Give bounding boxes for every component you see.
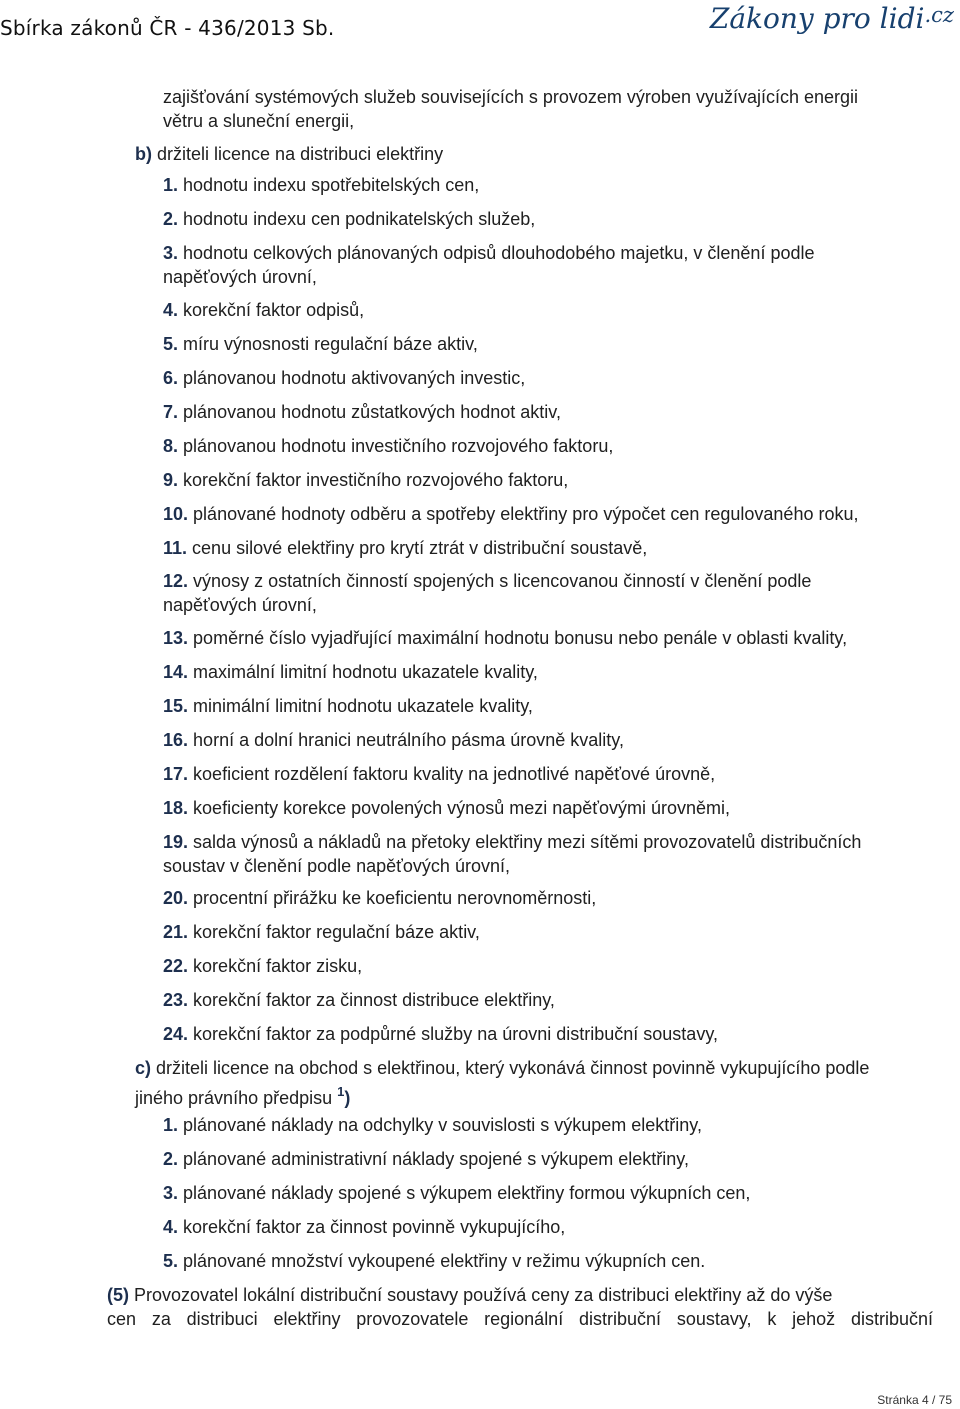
list-item [163,400,561,424]
paragraph-5-line: cen za distribuci elektřiny provozovatele regionální distribuční soustavy, k jehož distribuční [107,1309,933,1329]
item-text: minimální limitní hodnotu ukazatele kvality, [193,696,533,716]
continued-text-line: větru a sluneční energii, [163,111,355,131]
section-b-text: držiteli licence na distribuci elektřiny [157,144,444,164]
item-text: korekční faktor za činnost povinně vykupujícího, [183,1217,566,1237]
item-number: 2. [163,1149,179,1169]
document-title: Sbírka zákonů ČR - 436/2013 Sb. [0,16,335,40]
item-number: 3. [163,243,179,263]
list-item [163,762,715,786]
item-text: poměrné číslo vyjadřující maximální hodnotu bonusu nebo penále v oblasti kvality, [193,628,848,648]
list-item [163,468,568,492]
section-c-text: držiteli licence na obchod s elektřinou, který vykonává činnost povinně vykupujícího podle [156,1058,870,1078]
item-text: plánované administrativní náklady spojené s výkupem elektřiny, [183,1149,689,1169]
item-text: plánovanou hodnotu investičního rozvojového faktoru, [183,436,614,456]
item-number: 8. [163,436,179,456]
item-text: plánovanou hodnotu aktivovaných investic, [183,368,526,388]
item-text: plánované náklady spojené s výkupem elektřiny formou výkupních cen, [183,1183,751,1203]
item-number: 16. [163,730,189,750]
item-number: 10. [163,504,189,524]
item-text: koeficienty korekce povolených výnosů mezi napěťovými úrovněmi, [193,798,731,818]
item-text: plánované množství vykoupené elektřiny v režimu výkupních cen. [183,1251,706,1271]
item-number: 24. [163,1024,189,1044]
item-text: cenu silové elektřiny pro krytí ztrát v distribuční soustavě, [192,538,648,558]
list-item [163,1147,689,1171]
item-text: hodnotu indexu spotřebitelských cen, [183,175,480,195]
list-item [163,332,478,356]
item-number: 13. [163,628,189,648]
item-text: hodnotu indexu cen podnikatelských služeb, [183,209,536,229]
item-number: 19. [163,832,189,852]
list-item [163,796,730,820]
item-text: plánované hodnoty odběru a spotřeby elektřiny pro výpočet cen regulovaného roku, [193,504,859,524]
item-number: 4. [163,300,179,320]
list-item [163,434,613,458]
item-text-cont: soustav v členění podle napěťových úrovní, [163,856,510,876]
item-number: 5. [163,1251,179,1271]
item-number: 11. [163,538,188,558]
item-number: 22. [163,956,189,976]
list-item [163,536,647,560]
item-text: procentní přirážku ke koeficientu nerovnoměrnosti, [193,888,597,908]
item-number: 17. [163,764,189,784]
item-text: míru výnosnosti regulační báze aktiv, [183,334,478,354]
list-item [163,920,480,944]
section-c-marker: c) [135,1058,152,1078]
item-number: 2. [163,209,179,229]
list-item [163,298,364,322]
item-number: 4. [163,1217,179,1237]
list-item [163,660,538,684]
section-b-heading [135,142,443,166]
brand-name: Zákony pro lidi [709,2,925,35]
item-text-cont: napěťových úrovní, [163,595,317,615]
list-item [163,1022,718,1046]
paragraph-marker: (5) [107,1285,129,1305]
list-item [163,954,362,978]
list-item [163,1249,705,1273]
item-text: výnosy z ostatních činností spojených s licencovanou činností v členění podle [193,571,812,591]
item-text: salda výnosů a nákladů na přetoky elektřiny mezi sítěmi provozovatelů distribučních [193,832,862,852]
brand-suffix: .cz [924,3,954,27]
item-number: 1. [163,1115,179,1135]
item-text: plánovanou hodnotu zůstatkových hodnot aktiv, [183,402,561,422]
item-text: plánované náklady na odchylky v souvislosti s výkupem elektřiny, [183,1115,702,1135]
page-number: Stránka 4 / 75 [877,1393,952,1407]
item-text: korekční faktor za podpůrné služby na úrovni distribuční soustavy, [193,1024,718,1044]
list-item [163,173,479,197]
item-number: 15. [163,696,189,716]
paragraph-5-line [107,1283,832,1307]
item-number: 20. [163,888,189,908]
continued-text-line: zajišťování systémových služeb souvisejících s provozem výroben využívajících energii [163,87,859,107]
item-text: horní a dolní hranici neutrálního pásma úrovně kvality, [193,730,624,750]
item-text: korekční faktor investičního rozvojového faktoru, [183,470,569,490]
section-c-text2: jiného právního předpisu [135,1088,333,1108]
paragraph-text: Provozovatel lokální distribuční soustavy používá ceny za distribuci elektřiny až do výše [134,1285,833,1305]
list-item [163,502,858,526]
list-item [163,366,525,390]
list-item [163,1215,565,1239]
section-b-marker: b) [135,144,152,164]
item-text: hodnotu celkových plánovaných odpisů dlouhodobého majetku, v členění podle [183,243,815,263]
list-item [163,626,847,650]
item-number: 18. [163,798,189,818]
item-number: 23. [163,990,189,1010]
list-item [163,886,596,910]
item-number: 21. [163,922,189,942]
item-number: 12. [163,571,189,591]
footnote-link[interactable]: 1 [337,1084,345,1099]
item-number: 3. [163,1183,179,1203]
item-number: 5. [163,334,179,354]
item-text: koeficient rozdělení faktoru kvality na jednotlivé napěťové úrovně, [193,764,716,784]
list-item [163,1113,702,1137]
item-text: korekční faktor za činnost distribuce elektřiny, [193,990,555,1010]
list-item [163,988,555,1012]
item-text: maximální limitní hodnotu ukazatele kvality, [193,662,538,682]
item-text: korekční faktor regulační báze aktiv, [193,922,480,942]
list-item [163,1181,750,1205]
item-text: korekční faktor zisku, [193,956,363,976]
list-item [163,241,814,289]
list-item [163,694,533,718]
item-text-cont: napěťových úrovní, [163,267,317,287]
item-number: 14. [163,662,189,682]
list-item [163,830,861,878]
item-number: 7. [163,402,179,422]
footnote-close: ) [344,1088,351,1108]
item-number: 9. [163,470,179,490]
list-item [163,207,535,231]
list-item [163,569,811,617]
item-number: 6. [163,368,179,388]
section-c-heading [135,1056,869,1080]
item-text: korekční faktor odpisů, [183,300,365,320]
section-c-heading-cont [135,1086,350,1112]
list-item [163,728,624,752]
item-number: 1. [163,175,179,195]
